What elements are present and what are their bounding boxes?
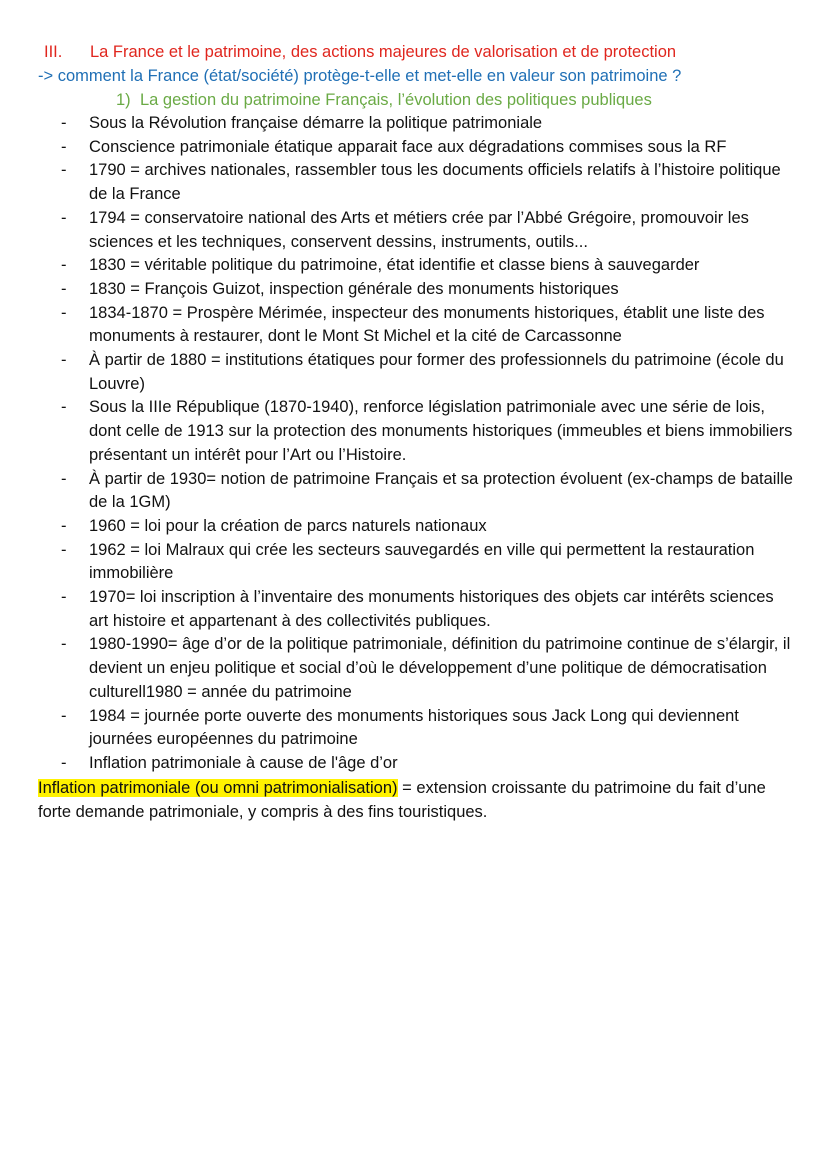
bullet-text: Sous la IIIe République (1870-1940), renforce législation patrimoniale avec une série de lois, dont celle de 1913 sur la protection des monuments historiques (immeubles et biens immobiliers présentant un intérêt pour l’Art ou l’Histoire. bbox=[89, 398, 793, 464]
subsection-heading bbox=[116, 88, 652, 112]
list-item bbox=[56, 539, 796, 586]
list-item bbox=[56, 254, 796, 278]
bullet-dash: - bbox=[61, 469, 67, 488]
bullet-dash: - bbox=[61, 706, 67, 725]
bullet-text: Sous la Révolution française démarre la politique patrimoniale bbox=[89, 114, 543, 132]
bullet-list bbox=[56, 112, 796, 776]
bullet-dash: - bbox=[61, 753, 67, 772]
bullet-dash: - bbox=[61, 635, 67, 654]
bullet-text: 1960 = loi pour la création de parcs naturels nationaux bbox=[89, 516, 487, 535]
bullet-text: 1830 = véritable politique du patrimoine, état identifie et classe biens à sauvegarder bbox=[89, 256, 700, 275]
bullet-dash: - bbox=[61, 279, 67, 298]
list-item bbox=[56, 159, 796, 206]
list-item bbox=[56, 515, 796, 539]
bullet-text: 1794 = conservatoire national des Arts et métiers crée par l’Abbé Grégoire, promouvoir les sciences et les techniques, conservent dessins, instruments, outils... bbox=[89, 208, 749, 251]
list-item bbox=[56, 207, 796, 254]
bullet-dash: - bbox=[61, 137, 67, 156]
bullet-dash: - bbox=[61, 351, 67, 370]
bullet-dash: - bbox=[61, 516, 67, 535]
list-item bbox=[56, 705, 796, 752]
bullet-text: 1970= loi inscription à l’inventaire des monuments historiques des objets car intérêts sciences art histoire et appartenant à des collectivités publiques. bbox=[89, 588, 774, 630]
highlighted-term: Inflation patrimoniale (ou omni patrimonialisation) bbox=[38, 779, 398, 797]
bullet-dash: - bbox=[61, 161, 67, 180]
bullet-text: À partir de 1880 = institutions étatiques pour former des professionnels du patrimoine (école du Louvre) bbox=[89, 351, 784, 393]
bullet-text: Conscience patrimoniale étatique apparait face aux dégradations commises sous la RF bbox=[89, 137, 727, 156]
list-item bbox=[56, 349, 796, 396]
list-item bbox=[56, 396, 796, 467]
bullet-dash: - bbox=[61, 540, 67, 559]
bullet-dash: - bbox=[61, 303, 67, 322]
bullet-text: 1830 = François Guizot, inspection générale des monuments historiques bbox=[89, 279, 619, 298]
list-item bbox=[56, 136, 796, 160]
bullet-text: 1980-1990= âge d’or de la politique patrimoniale, définition du patrimoine continue de s’élargir, il devient un enjeu politique et social d’où le développement d’une politique de démocratisation culturell1980 = année du patrimoine bbox=[89, 635, 791, 701]
list-item bbox=[56, 633, 796, 704]
bullet-dash: - bbox=[61, 208, 67, 227]
bullet-text: 1962 = loi Malraux qui crée les secteurs sauvegardés en ville qui permettent la restauration immobilière bbox=[89, 540, 755, 583]
list-item bbox=[56, 278, 796, 302]
list-item bbox=[56, 302, 796, 349]
bullet-dash: - bbox=[61, 114, 67, 132]
section-title: La France et le patrimoine, des actions majeures de valorisation et de protection bbox=[90, 43, 677, 61]
bullet-text: 1984 = journée porte ouverte des monuments historiques sous Jack Long qui deviennent journées européennes du patrimoine bbox=[89, 706, 739, 749]
definition-paragraph bbox=[38, 776, 783, 824]
bullet-dash: - bbox=[61, 588, 67, 607]
list-item bbox=[56, 468, 796, 515]
bullet-text: Inflation patrimoniale à cause de l'âge d’or bbox=[89, 753, 398, 772]
section-heading bbox=[44, 40, 676, 64]
bullet-dash: - bbox=[61, 398, 67, 417]
subsection-number: 1) bbox=[116, 91, 131, 109]
bullet-text: À partir de 1930= notion de patrimoine Français et sa protection évoluent (ex-champs de bataille de la 1GM) bbox=[89, 469, 793, 512]
list-item bbox=[56, 112, 796, 136]
subsection-title: La gestion du patrimoine Français, l’évolution des politiques publiques bbox=[140, 91, 652, 109]
bullet-dash: - bbox=[61, 256, 67, 275]
section-number: III. bbox=[44, 43, 63, 61]
section-question: -> comment la France (état/société) protège-t-elle et met-elle en valeur son patrimoine ? bbox=[38, 67, 682, 85]
list-item bbox=[56, 752, 796, 776]
list-item bbox=[56, 586, 796, 633]
definition-text: = extension croissante du patrimoine du fait d’une forte demande patrimoniale, y compris à des fins touristiques. bbox=[38, 779, 766, 821]
bullet-text: 1790 = archives nationales, rassembler tous les documents officiels relatifs à l’histoire politique de la France bbox=[89, 161, 781, 204]
bullet-text: 1834-1870 = Prospère Mérimée, inspecteur des monuments historiques, établit une liste des monuments à restaurer, dont le Mont St Michel et la cité de Carcassonne bbox=[89, 303, 765, 346]
